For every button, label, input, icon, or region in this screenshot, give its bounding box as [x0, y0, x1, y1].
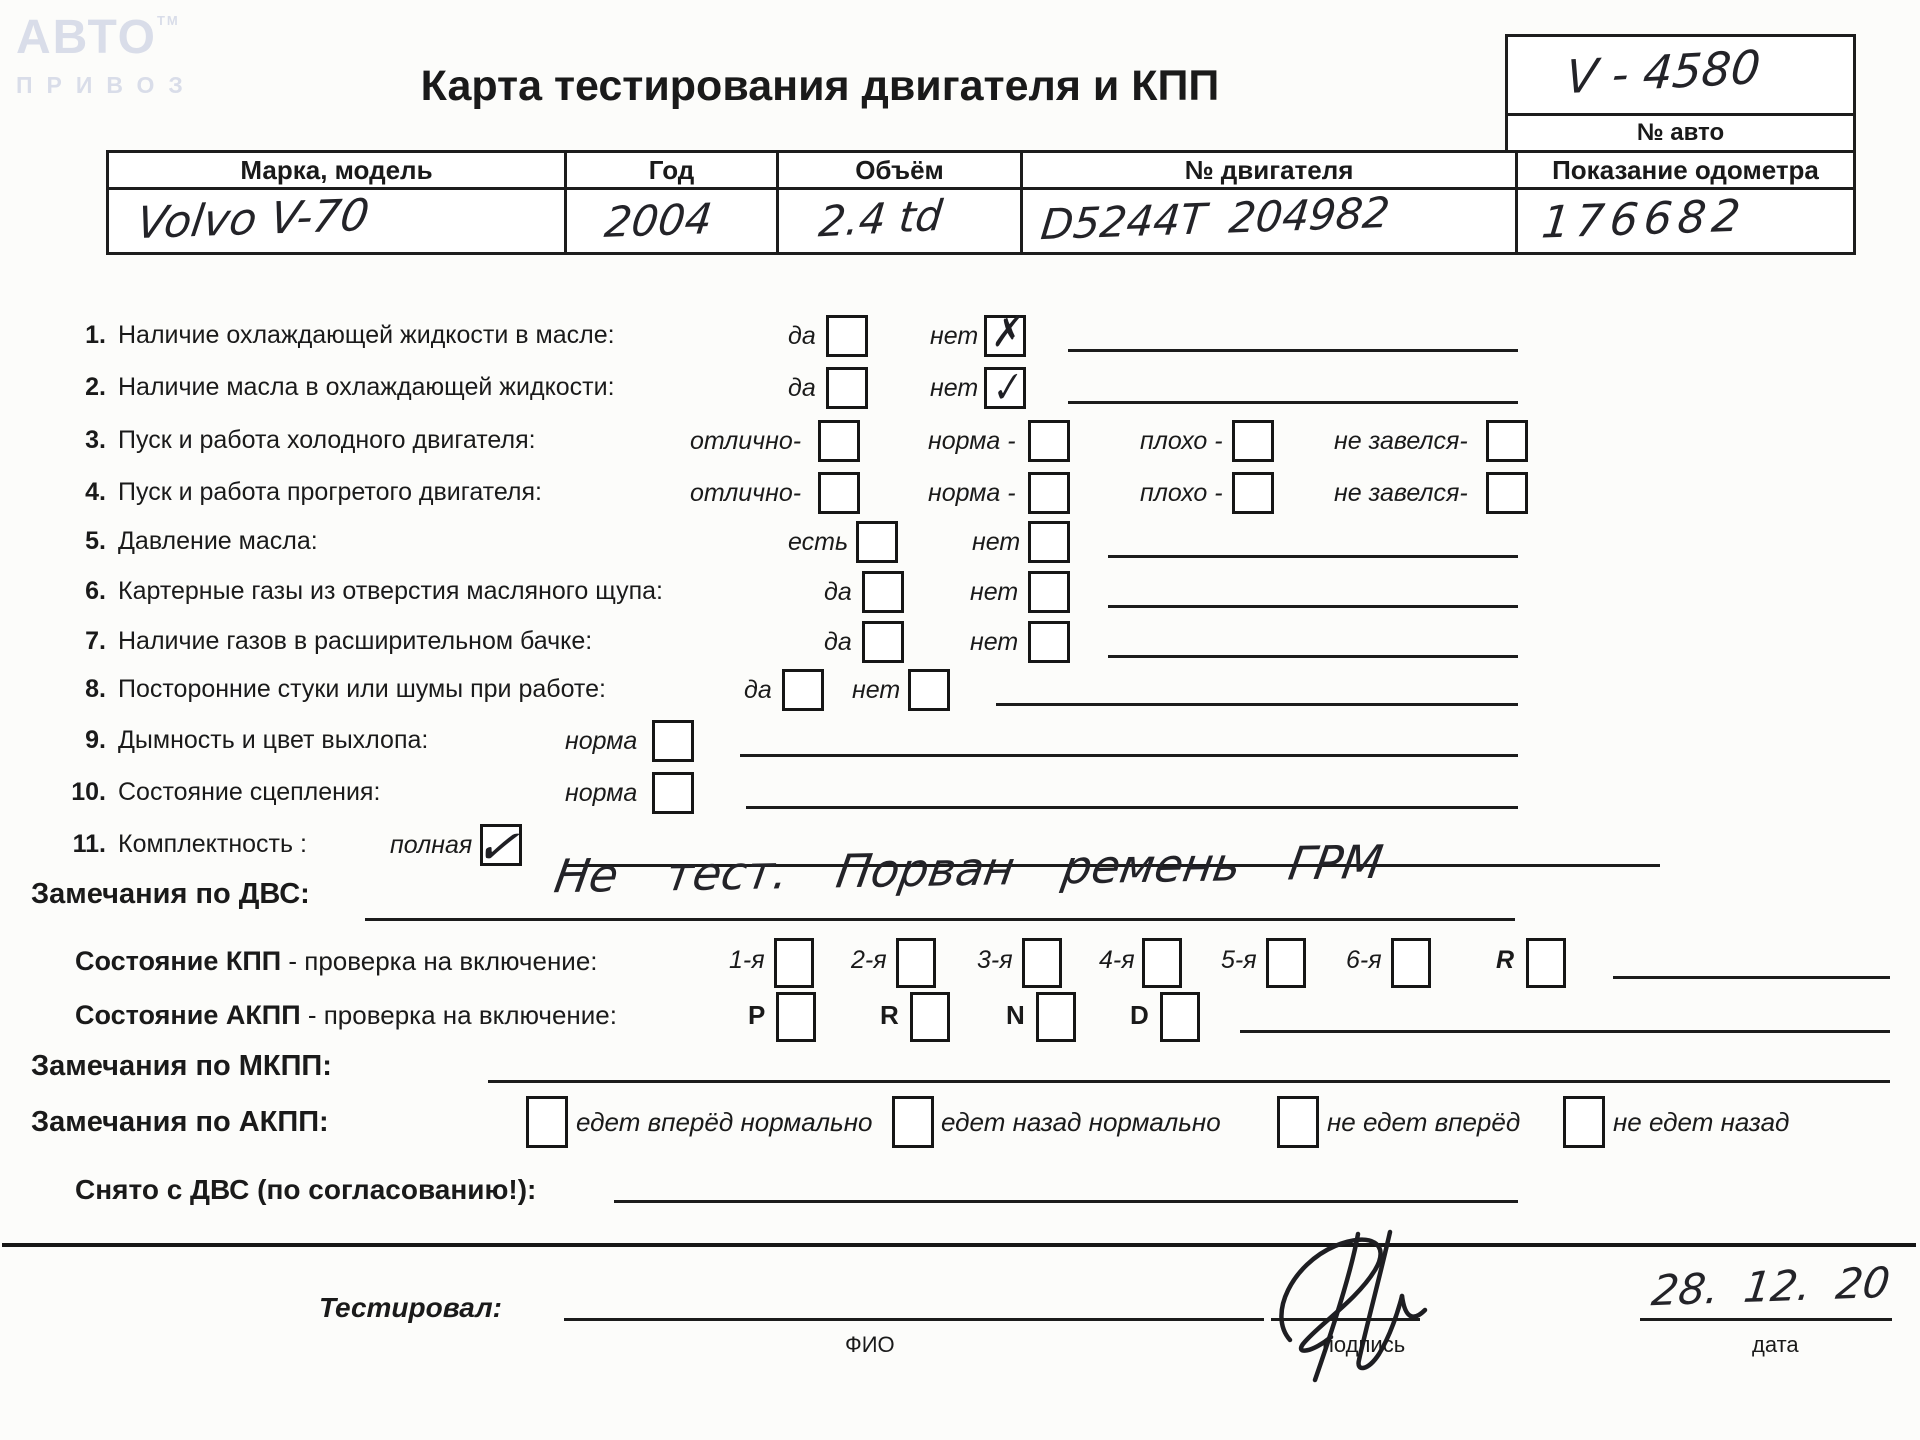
- watermark-tm-mark: ТМ: [156, 13, 180, 28]
- volume-handwritten: 2.4 td: [816, 190, 945, 247]
- answer-line: [1613, 976, 1890, 979]
- checkbox-net[interactable]: [984, 364, 1026, 414]
- option-label-da: да: [788, 374, 816, 402]
- option-label-ploho: плохо -: [1140, 427, 1223, 455]
- checklist-row-4: [0, 470, 1920, 516]
- option-no-back: не едет назад: [1613, 1107, 1790, 1137]
- header-make-model: Марка, модель: [109, 153, 564, 190]
- checkbox-ne-zavelsya[interactable]: [1486, 420, 1528, 462]
- tested-by-label: Тестировал:: [319, 1292, 502, 1323]
- checklist-row-9: [0, 718, 1920, 764]
- option-label-polnaya: полная: [390, 831, 473, 859]
- checkbox-gear-1[interactable]: [774, 938, 814, 988]
- checkbox-da[interactable]: [862, 621, 904, 663]
- row-number: 1.: [85, 321, 106, 349]
- form-title: Карта тестирования двигателя и КПП: [420, 62, 1220, 110]
- row-label: Картерные газы из отверстия масляного щупа:: [118, 577, 663, 605]
- auto-number-box: [1505, 34, 1856, 153]
- checkbox-drives-forward-ok[interactable]: [526, 1096, 568, 1148]
- removed-from-engine-line: [614, 1200, 1518, 1203]
- checkbox-polnaya[interactable]: [472, 816, 522, 879]
- checkbox-gear-d[interactable]: [1160, 992, 1200, 1042]
- answer-line: [746, 806, 1518, 809]
- option-label-est: есть: [788, 528, 849, 556]
- auto-number-label: № авто: [1636, 119, 1725, 146]
- checkbox-no-back[interactable]: [1563, 1096, 1605, 1148]
- watermark-subbrand-text: ПРИВОЗ: [16, 72, 197, 98]
- cell-odometer[interactable]: [1515, 190, 1853, 252]
- row-number: 7.: [85, 627, 106, 655]
- gear-label-d: D: [1130, 1000, 1149, 1030]
- row-label: Наличие масла в охлаждающей жидкости:: [118, 373, 615, 401]
- auto-number-handwritten-value: V - 4580: [1563, 39, 1763, 105]
- option-label-otlichno: отлично-: [690, 427, 802, 455]
- checkbox-da[interactable]: [826, 367, 868, 409]
- row-number: 9.: [85, 726, 106, 754]
- checkbox-da[interactable]: [782, 669, 824, 711]
- akpp-check-label: [75, 1000, 617, 1031]
- header-year: Год: [564, 153, 776, 190]
- auto-number-cell[interactable]: [1508, 37, 1853, 116]
- gear-label-r: R: [880, 1000, 899, 1030]
- tester-signature-handwritten: [1255, 1222, 1485, 1392]
- row-label: Пуск и работа прогретого двигателя:: [118, 478, 542, 506]
- option-label-da: да: [788, 322, 816, 350]
- checklist-row-7: [0, 619, 1920, 665]
- option-label-da: да: [744, 676, 772, 704]
- answer-line: [1068, 349, 1518, 352]
- checkbox-no-forward[interactable]: [1277, 1096, 1319, 1148]
- checklist-row-2: [0, 364, 1920, 414]
- akpp-label-bold: Состояние АКПП: [75, 1000, 301, 1030]
- removed-from-engine-label: Снято с ДВС (по согласованию!):: [75, 1174, 537, 1205]
- odometer-handwritten: 176682: [1539, 190, 1749, 249]
- fio-line: [564, 1318, 1264, 1321]
- option-label-da: да: [824, 578, 852, 606]
- checkbox-gear-3[interactable]: [1022, 938, 1062, 988]
- checkbox-drives-back-ok[interactable]: [892, 1096, 934, 1148]
- dvs-remarks-handwritten: Не тест. Порван ремень ГРМ: [550, 834, 1387, 904]
- option-label-ne-zavelsya: не завелся-: [1334, 427, 1468, 455]
- footer-divider-rule: [2, 1243, 1916, 1247]
- dvs-remarks-label: Замечания по ДВС:: [31, 878, 310, 910]
- checkbox-norma[interactable]: [1028, 472, 1070, 514]
- handwritten-checkmark: ✗: [986, 309, 1024, 357]
- checkbox-gear-6[interactable]: [1391, 938, 1431, 988]
- row-number: 8.: [85, 675, 106, 703]
- answer-line: [996, 703, 1518, 706]
- checkbox-otlichno[interactable]: [818, 472, 860, 514]
- option-label-norma: норма -: [928, 479, 1016, 507]
- checkbox-net[interactable]: [1028, 621, 1070, 663]
- mkpp-remarks-label: Замечания по МКПП:: [31, 1050, 332, 1082]
- option-label-net: нет: [930, 322, 979, 350]
- akpp-label-rest: - проверка на включение:: [300, 1000, 617, 1030]
- engine-number-handwritten: D5244T 204982: [1038, 187, 1393, 250]
- answer-line: [1068, 401, 1518, 404]
- gear-label-r: R: [1496, 946, 1515, 974]
- header-volume: Объём: [776, 153, 1020, 190]
- checkbox-norma[interactable]: [652, 772, 694, 814]
- checklist-row-5: [0, 519, 1920, 565]
- checkbox-ploho[interactable]: [1232, 420, 1274, 462]
- handwritten-checkmark: ✓: [984, 364, 1026, 414]
- dvs-remarks-line: [365, 918, 1515, 921]
- checkbox-gear-r[interactable]: [910, 992, 950, 1042]
- cell-volume[interactable]: [776, 190, 1020, 252]
- checklist-row-8: [0, 667, 1920, 713]
- fio-caption: ФИО: [845, 1332, 895, 1357]
- row-label: Пуск и работа холодного двигателя:: [118, 426, 536, 454]
- signature-caption: подпись: [1322, 1332, 1406, 1357]
- akpp-remarks-row: [0, 1094, 1920, 1148]
- answer-line: [740, 754, 1518, 757]
- gear-label-n: N: [1006, 1000, 1025, 1030]
- kpp-label-rest: - проверка на включение:: [281, 946, 598, 976]
- kpp-label-bold: Состояние КПП: [75, 946, 282, 976]
- answer-line: [1240, 1030, 1890, 1033]
- option-drives-forward-ok: едет вперёд нормально: [576, 1107, 873, 1137]
- answer-line: [1108, 655, 1518, 658]
- row-label: Состояние сцепления:: [118, 778, 381, 806]
- checkbox-gear-2[interactable]: [896, 938, 936, 988]
- checkbox-gear-p[interactable]: [776, 992, 816, 1042]
- akpp-remarks-label: Замечания по АКПП:: [31, 1106, 329, 1138]
- row-label: Наличие охлаждающей жидкости в масле:: [118, 321, 615, 349]
- checkbox-otlichno[interactable]: [818, 420, 860, 462]
- kpp-check-row: [0, 936, 1920, 988]
- vehicle-info-table: [106, 150, 1856, 255]
- checklist-row-10: [0, 770, 1920, 816]
- row-number: 4.: [85, 478, 106, 506]
- option-label-net: нет: [972, 528, 1021, 556]
- gear-label-3: 3-я: [977, 946, 1013, 974]
- gear-label-4: 4-я: [1099, 946, 1135, 974]
- date-caption: дата: [1752, 1332, 1799, 1357]
- answer-line: [1108, 605, 1518, 608]
- checkbox-net[interactable]: [1028, 571, 1070, 613]
- header-engine-number: № двигателя: [1020, 153, 1515, 190]
- option-no-forward: не едет вперёд: [1327, 1107, 1521, 1137]
- checkbox-da[interactable]: [826, 315, 868, 357]
- option-label-norma: норма: [565, 727, 638, 755]
- cell-year[interactable]: [564, 190, 776, 252]
- checkbox-net[interactable]: [1028, 521, 1070, 563]
- cell-engine-number[interactable]: [1020, 187, 1515, 252]
- checkbox-da[interactable]: [862, 571, 904, 613]
- checkbox-net[interactable]: [984, 309, 1026, 357]
- cell-make-model[interactable]: [109, 190, 564, 252]
- option-label-norma: норма -: [928, 427, 1016, 455]
- gear-label-p: P: [748, 1000, 766, 1030]
- option-label-da: да: [824, 628, 852, 656]
- avtoprivoz-watermark-logo: [16, 11, 197, 98]
- row-number: 3.: [85, 426, 106, 454]
- row-number: 5.: [85, 527, 106, 555]
- option-label-net: нет: [970, 628, 1019, 656]
- row-label: Комплектность :: [118, 830, 307, 858]
- checklist-row-1: [0, 309, 1920, 359]
- watermark-brand-text: АВТО: [16, 11, 157, 64]
- row-label: Наличие газов в расширительном бачке:: [118, 627, 593, 655]
- row-number: 6.: [85, 577, 106, 605]
- row-label: Дымность и цвет выхлопа:: [118, 726, 429, 754]
- option-label-net: нет: [970, 578, 1019, 606]
- gear-label-5: 5-я: [1221, 946, 1257, 974]
- checkbox-ploho[interactable]: [1232, 472, 1274, 514]
- kpp-check-label: [75, 946, 598, 977]
- gear-label-2: 2-я: [851, 946, 887, 974]
- mkpp-remarks-line: [488, 1080, 1890, 1083]
- row-number: 2.: [85, 373, 106, 401]
- option-label-net: нет: [852, 676, 901, 704]
- option-label-net: нет: [930, 374, 979, 402]
- checkbox-gear-n[interactable]: [1036, 992, 1076, 1042]
- checklist-row-6: [0, 569, 1920, 615]
- date-line: [1640, 1318, 1892, 1321]
- gear-label-6: 6-я: [1346, 946, 1382, 974]
- checkbox-gear-r[interactable]: [1526, 938, 1566, 988]
- row-label: Посторонние стуки или шумы при работе:: [118, 675, 606, 703]
- checkbox-norma[interactable]: [652, 720, 694, 762]
- row-label: Давление масла:: [118, 527, 318, 555]
- row-number: 11.: [72, 830, 106, 858]
- option-drives-back-ok: едет назад нормально: [941, 1107, 1221, 1137]
- answer-line: [1108, 555, 1518, 558]
- gear-label-1: 1-я: [729, 946, 765, 974]
- checklist-row-3: [0, 418, 1920, 464]
- option-label-norma: норма: [565, 779, 638, 807]
- header-odometer: Показание одометра: [1515, 153, 1853, 190]
- checkbox-gear-5[interactable]: [1266, 938, 1306, 988]
- signature-line: [1271, 1318, 1420, 1321]
- handwritten-checkmark: ✓: [472, 816, 522, 879]
- row-number: 10.: [71, 778, 106, 806]
- make-model-handwritten: Volvo V-70: [133, 189, 373, 250]
- option-label-otlichno: отлично-: [690, 479, 802, 507]
- date-handwritten: 28. 12. 20: [1649, 1257, 1893, 1316]
- option-label-ne-zavelsya: не завелся-: [1334, 479, 1468, 507]
- checkbox-ne-zavelsya[interactable]: [1486, 472, 1528, 514]
- checkbox-est[interactable]: [856, 521, 898, 563]
- option-label-ploho: плохо -: [1140, 479, 1223, 507]
- checkbox-norma[interactable]: [1028, 420, 1070, 462]
- year-handwritten: 2004: [602, 194, 715, 247]
- akpp-check-row: [0, 990, 1920, 1042]
- checkbox-gear-4[interactable]: [1142, 938, 1182, 988]
- checkbox-net[interactable]: [908, 669, 950, 711]
